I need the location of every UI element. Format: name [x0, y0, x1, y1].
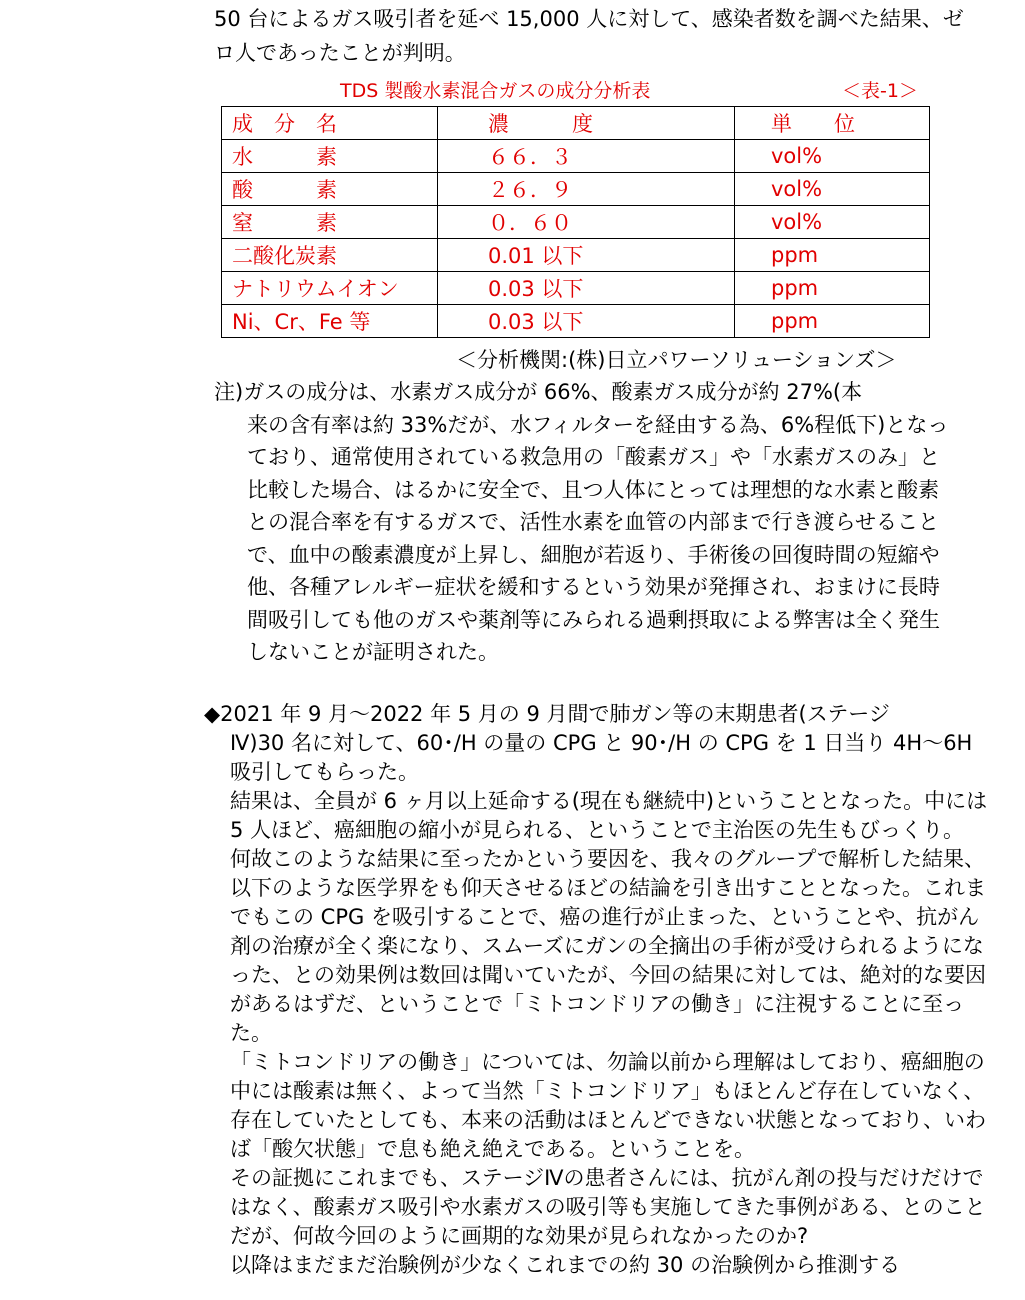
row-unit: vol%	[735, 173, 930, 206]
gas-analysis-table	[221, 106, 930, 338]
table-reference: ＜表-1＞	[842, 80, 918, 102]
section-paragraph: 「ミトコンドリアの働き」については、勿論以前から理解はしており、癌細胞の中には酸素は無く、よって当然「ミトコンドリア」もほとんど存在していなく、存在していたとしても、本来の活動はほとんどできない状態となっており、いわば「酸欠状態」で息も絶え絶えである。ということを。	[230, 1050, 986, 1161]
analysis-source: ＜分析機関:(株)日立パワーソリューションズ＞	[456, 348, 897, 372]
row-concentration: 0.03 以下	[438, 305, 735, 338]
row-component: 水 素	[222, 140, 438, 173]
row-unit: ppm	[735, 305, 930, 338]
header-concentration: 濃 度	[438, 107, 735, 140]
row-concentration: 0.03 以下	[438, 272, 735, 305]
table-row	[222, 206, 930, 239]
row-unit: vol%	[735, 206, 930, 239]
table-row	[222, 305, 930, 338]
table-row	[222, 272, 930, 305]
table-header-row	[222, 107, 930, 140]
note-first-line: 注)ガスの成分は、水素ガス成分が 66%、酸素ガス成分が約 27%(本	[214, 380, 863, 404]
row-unit: vol%	[735, 140, 930, 173]
note-paragraph	[214, 376, 949, 669]
table-row	[222, 173, 930, 206]
header-component: 成 分 名	[222, 107, 438, 140]
row-component: ナトリウムイオン	[222, 272, 438, 305]
section-lead-continued: Ⅳ)30 名に対して、60･/H の量の CPG と 90･/H の CPG を 1 日当り 4H～6H 吸引してもらった。	[230, 731, 973, 784]
section-paragraph: その証拠にこれまでも、ステージⅣの患者さんには、抗がん剤の投与だけだけではなく、酸素ガス吸引や水素ガスの吸引等も実施してきた事例がある、とのことだが、何故今回のように画期的な効果が見られなかったのか?	[230, 1166, 986, 1248]
row-component: 二酸化炭素	[222, 239, 438, 272]
row-component: 酸 素	[222, 173, 438, 206]
header-unit: 単 位	[735, 107, 930, 140]
row-concentration: 0.01 以下	[438, 239, 735, 272]
section-paragraph: 何故このような結果に至ったかという要因を、我々のグループで解析した結果、以下のような医学界をも仰天させるほどの結論を引き出すこととなった。これまでもこの CPG を吸引することで、癌の進行が止まった、ということや、抗がん剤の治療が全く楽になり、スムーズにガンの全摘出の手術が受けられるようになった、との効果例は数回は聞いていたが、今回の結果に対しては、絶対的な要因があるはずだ、ということで「ミトコンドリアの働き」に注視することに至った。	[230, 847, 986, 1045]
row-concentration: ０．６０	[438, 206, 735, 239]
intro-text: 50 台によるガス吸引者を延べ 15,000 人に対して、感染者数を調べた結果、ゼロ人であったことが判明。	[214, 7, 964, 65]
section-paragraph: 結果は、全員が 6 ヶ月以上延命する(現在も継続中)ということとなった。中には 5 人ほど、癌細胞の縮小が見られる、ということで主治医の先生もびっくり。	[230, 789, 988, 842]
table-title: TDS 製酸水素混合ガスの成分分析表	[340, 80, 651, 102]
section-lead: ◆2021 年 9 月～2022 年 5 月の 9 月間で肺ガン等の末期患者(ステージ	[204, 702, 890, 726]
row-unit: ppm	[735, 272, 930, 305]
row-unit: ppm	[735, 239, 930, 272]
table-row	[222, 140, 930, 173]
row-concentration: ６６．３	[438, 140, 735, 173]
clinical-section	[204, 700, 989, 1280]
row-concentration: ２６．９	[438, 173, 735, 206]
row-component: 窒 素	[222, 206, 438, 239]
row-component: Ni、Cr、Fe 等	[222, 305, 438, 338]
table-row	[222, 239, 930, 272]
note-body: 来の含有率は約 33%だが、水フィルターを経由する為、6%程低下)となっており、通常使用されている救急用の「酸素ガス」や「水素ガスのみ」と比較した場合、はるかに安全で、且つ人体にとっては理想的な水素と酸素との混合率を有するガスで、活性水素を血管の内部まで行き渡らせることで、血中の酸素濃度が上昇し、細胞が若返り、手術後の回復時間の短縮や他、各種アレルギー症状を緩和するという効果が発揮され、おまけに長時間吸引しても他のガスや薬剤等にみられる過剰摂取による弊害は全く発生しないことが証明された。	[247, 412, 949, 664]
section-paragraph: 以降はまだまだ治験例が少なくこれまでの約 30 の治験例から推測する	[230, 1253, 901, 1277]
